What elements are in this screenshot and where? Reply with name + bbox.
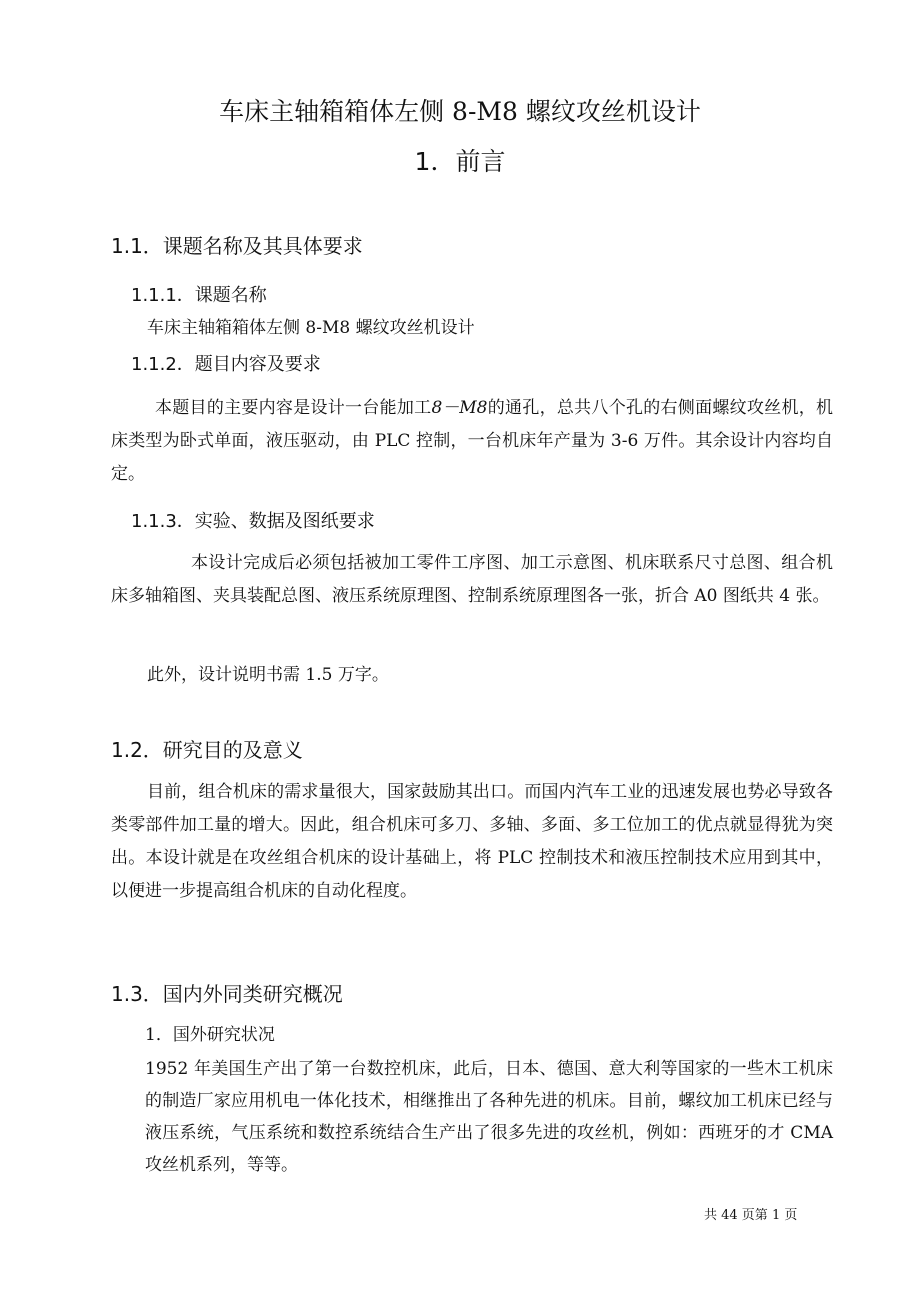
project-content-paragraph bbox=[111, 392, 833, 491]
section-heading-1-1: 1.1．课题名称及其具体要求 bbox=[111, 234, 363, 258]
subsection-heading-1-1-1: 1.1.1．课题名称 bbox=[131, 285, 267, 306]
word-count-text: 此外，设计说明书需 1.5 万字。 bbox=[147, 665, 389, 685]
project-content-text-b: 的通孔，总共八个孔的右侧面螺纹攻丝机，机床类型为卧式单面，液压驱动，由 PLC 控制，一台机床年产量为 3-6 万件。其余设计内容均自定。 bbox=[111, 398, 834, 484]
project-content-text-a: 本题目的主要内容是设计一台能加工 bbox=[155, 398, 432, 418]
section-heading-1-3: 1.3．国内外同类研究概况 bbox=[111, 982, 343, 1006]
page-footer: 共 44 页第 1 页 bbox=[704, 1208, 798, 1223]
subsection-heading-1-1-2: 1.1.2．题目内容及要求 bbox=[131, 354, 321, 375]
project-name-text: 车床主轴箱箱体左侧 8-M8 螺纹攻丝机设计 bbox=[147, 318, 475, 338]
foreign-research-heading: 1．国外研究状况 bbox=[145, 1025, 275, 1045]
formula: 8－M8 bbox=[431, 398, 488, 418]
chapter-title: 1．前言 bbox=[414, 147, 506, 176]
section-heading-1-2: 1.2．研究目的及意义 bbox=[111, 738, 303, 762]
foreign-research-paragraph: 1952 年美国生产出了第一台数控机床，此后，日本、德国、意大利等国家的一些木工机床的制造厂家应用机电一体化技术，相继推出了各种先进的机床。目前，螺纹加工机床已经与液压系统，气压系统和数控系统结合生产出了很多先进的攻丝机，例如：西班牙的才 CMA 攻丝机系列，等等。 bbox=[145, 1059, 833, 1175]
research-purpose-paragraph: 目前，组合机床的需求量很大，国家鼓励其出口。而国内汽车工业的迅速发展也势必导致各类零部件加工量的增大。因此，组合机床可多刀、多轴、多面、多工位加工的优点就显得犹为突出。本设计就是在攻丝组合机床的设计基础上，将 PLC 控制技术和液压控制技术应用到其中，以便进一步提高组合机床的自动化程度。 bbox=[111, 782, 833, 901]
subsection-heading-1-1-3: 1.1.3．实验、数据及图纸要求 bbox=[131, 511, 375, 532]
document-title: 车床主轴箱箱体左侧 8-M8 螺纹攻丝机设计 bbox=[219, 97, 701, 126]
drawing-requirements-paragraph: 本设计完成后必须包括被加工零件工序图、加工示意图、机床联系尺寸总图、组合机床多轴箱图、夹具装配总图、液压系统原理图、控制系统原理图各一张，折合 A0 图纸共 4 张。 bbox=[111, 553, 833, 606]
